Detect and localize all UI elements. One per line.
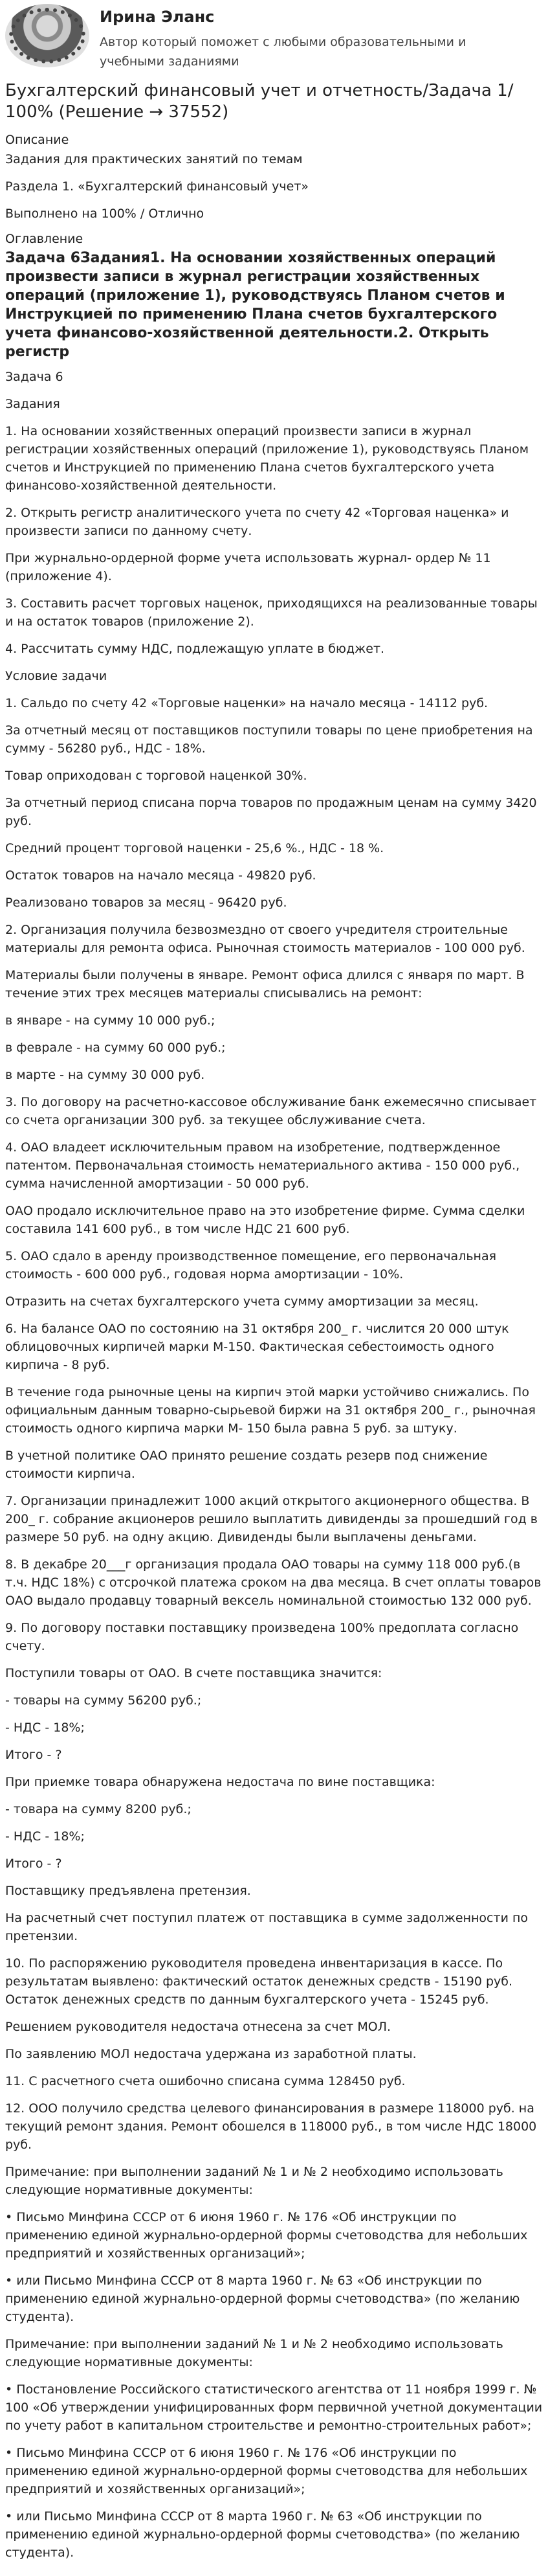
avatar[interactable] — [5, 4, 89, 67]
task-paragraph: Поступили товары от ОАО. В счете поставщика значится: — [5, 1666, 382, 1680]
task-paragraph: Задания — [5, 397, 60, 411]
description-label: Описание — [5, 133, 69, 147]
task-paragraph: 5. ОАО сдало в аренду производственное помещение, его первоначальная стоимость - 600 000 руб., годовая норма амортизации - 10%. — [5, 1249, 497, 1282]
task-paragraph: в январе - на сумму 10 000 руб.; — [5, 1013, 215, 1028]
task-paragraph: За отчетный период списана порча товаров по продажным ценам на сумму 3420 руб. — [5, 796, 537, 828]
task-paragraph: ОАО продало исключительное право на это изобретение фирме. Сумма сделки составила 141 600 руб., в том числе НДС 21 600 руб. — [5, 1204, 525, 1236]
task-paragraph: Поставщику предъявлена претензия. — [5, 1884, 251, 1898]
task-paragraph: Итого - ? — [5, 1857, 62, 1871]
task-paragraph: в феврале - на сумму 60 000 руб.; — [5, 1041, 226, 1055]
task-paragraph: 1. Сальдо по счету 42 «Торговые наценки» на начало месяца - 14112 руб. — [5, 696, 488, 710]
task-paragraph: 10. По распоряжению руководителя проведена инвентаризация в кассе. По результатам выявлено: фактический остаток денежных средств - 15190 руб. Остаток денежных средств по данным бухгалтерского учета - 15245 руб. — [5, 1956, 513, 2007]
task-paragraph: • Письмо Минфина СССР от 6 июня 1960 г. № 176 «Об инструкции по применению единой журнально-ордерной формы счетоводства для небольших предприятий и хозяйственных организаций»; — [5, 2446, 528, 2496]
task-paragraph: При приемке товара обнаружена недостача по вине поставщика: — [5, 1775, 435, 1789]
author-info — [100, 4, 488, 71]
author-card — [5, 0, 543, 78]
task-paragraph: 12. ООО получило средства целевого финансирования в размере 118000 руб. на текущий ремонт здания. Ремонт обошелся в 118000 руб., в том числе НДС 18000 руб. — [5, 2101, 537, 2152]
description-block — [5, 150, 543, 223]
task-paragraph: За отчетный месяц от поставщиков поступили товары по цене приобретения на сумму - 56280 руб., НДС - 18%. — [5, 723, 533, 756]
task-paragraph: 2. Организация получила безвозмездно от своего учредителя строительные материалы для ремонта офиса. Рыночная стоимость материалов - 100 000 руб. — [5, 923, 525, 955]
task-paragraph: 6. На балансе ОАО по состоянию на 31 октября 200_ г. числится 20 000 штук облицовочных кирпичей марки М-150. Фактическая себестоимость одного кирпича - 8 руб. — [5, 1322, 509, 1372]
task-paragraph: Средний процент торговой наценки - 25,6 %., НДС - 18 %. — [5, 841, 384, 855]
lead-text: Задача 6Задания1. На основании хозяйственных операций произвести записи в журнал регистрации хозяйственных операций (приложение 1), руководствуясь Планом счетов и Инструкцией по применению Плана счетов бухгалтерского учета финансово-хозяйственной деятельности.2. Открыть регистр — [5, 250, 505, 360]
task-paragraph: - товара на сумму 8200 руб.; — [5, 1802, 192, 1816]
task-paragraph: Остаток товаров на начало месяца - 49820 руб. — [5, 868, 316, 883]
task-paragraph: - НДС - 18%; — [5, 1829, 85, 1844]
task-paragraph: Примечание: при выполнении заданий № 1 и № 2 необходимо использовать следующие нормативные документы: — [5, 2337, 503, 2369]
description-line: Раздела 1. «Бухгалтерский финансовый учет» — [5, 179, 309, 194]
page-title: Бухгалтерский финансовый учет и отчетность/Задача 1/ 100% (Решение → 37552) — [5, 81, 514, 122]
task-paragraph: 11. С расчетного счета ошибочно списана сумма 128450 руб. — [5, 2074, 406, 2088]
task-paragraph: 8. В декабре 20___г организация продала ОАО товары на сумму 118 000 руб.(в т.ч. НДС 18%) с отсрочкой платежа сроком на два месяца. В счет оплаты товаров ОАО выдало продавцу товарный вексель номинальной стоимостью 132 000 руб. — [5, 1557, 542, 1608]
task-paragraph: По заявлению МОЛ недостача удержана из заработной платы. — [5, 2047, 417, 2061]
task-paragraph: Реализовано товаров за месяц - 96420 руб. — [5, 896, 287, 910]
task-paragraph: 9. По договору поставки поставщику произведена 100% предоплата согласно счету. — [5, 1621, 519, 1653]
task-paragraph: 2. Открыть регистр аналитического учета по счету 42 «Торговая наценка» и произвести записи по данному счету. — [5, 506, 509, 538]
task-paragraph: В учетной политике ОАО принято решение создать резерв под снижение стоимости кирпича. — [5, 1449, 488, 1481]
task-paragraph: В течение года рыночные цены на кирпич этой марки устойчиво снижались. По официальным данным товарно-сырьевой биржи на 31 октября 200_ г., рыночная стоимость одного кирпича марки М- 150 была равна 5 руб. за штуку. — [5, 1385, 536, 1436]
task-paragraph: 3. По договору на расчетно-кассовое обслуживание банк ежемесячно списывает со счета организации 300 руб. за текущее обслуживание счета. — [5, 1095, 537, 1127]
task-paragraph: Решением руководителя недостача отнесена за счет МОЛ. — [5, 2020, 391, 2034]
task-paragraph: Примечание: при выполнении заданий № 1 и № 2 необходимо использовать следующие нормативные документы: — [5, 2165, 503, 2197]
description-line: Задания для практических занятий по темам — [5, 152, 303, 166]
task-paragraph: - НДС - 18%; — [5, 1721, 85, 1735]
task-paragraph: Условие задачи — [5, 669, 107, 683]
toc-label: Оглавление — [5, 232, 83, 246]
task-body — [5, 368, 543, 2562]
description-line: Выполнено на 100% / Отлично — [5, 207, 204, 221]
task-paragraph: Товар оприходован с торговой наценкой 30%. — [5, 769, 307, 783]
task-paragraph: • Постановление Российского статистического агентства от 11 ноября 1999 г. № 100 «Об утверждении унифицированных форм первичной учетной документации по учету работ в капитальном строительстве и ремонтно-строительных работ»; — [5, 2382, 543, 2433]
task-paragraph: 7. Организации принадлежит 1000 акций открытого акционерного общества. В 200_ г. собрание акционеров решило выплатить дивиденды за прошедший год в размере 50 руб. на одну акцию. Дивиденды были выплачены деньгами. — [5, 1494, 538, 1544]
task-paragraph: 1. На основании хозяйственных операций произвести записи в журнал регистрации хозяйственных операций (приложение 1), руководствуясь Планом счетов и Инструкцией по применению Плана счетов бухгалтерского учета финансово-хозяйственной деятельности. — [5, 424, 529, 493]
task-paragraph: Материалы были получены в январе. Ремонт офиса длился с января по март. В течение этих трех месяцев материалы списывались на ремонт: — [5, 968, 525, 1000]
task-paragraph: Задача 6 — [5, 370, 63, 384]
task-paragraph: • или Письмо Минфина СССР от 8 марта 1960 г. № 63 «Об инструкции по применению единой журнально-ордерной формы счетоводства» (по желанию студента). — [5, 2274, 520, 2324]
task-paragraph: Отразить на счетах бухгалтерского учета сумму амортизации за месяц. — [5, 1294, 479, 1309]
task-paragraph: 4. Рассчитать сумму НДС, подлежащую уплате в бюджет. — [5, 642, 385, 656]
task-paragraph: • или Письмо Минфина СССР от 8 марта 1960 г. № 63 «Об инструкции по применению единой журнально-ордерной формы счетоводства» (по желанию студента). — [5, 2509, 520, 2560]
task-paragraph: Итого - ? — [5, 1748, 62, 1762]
author-description: Автор который поможет с любыми образовательными и учебными заданиями — [100, 35, 466, 69]
task-paragraph: • Письмо Минфина СССР от 6 июня 1960 г. № 176 «Об инструкции по применению единой журнально-ордерной формы счетоводства для небольших предприятий и хозяйственных организаций»; — [5, 2210, 528, 2261]
author-name[interactable]: Ирина Эланс — [100, 8, 215, 26]
task-paragraph: При журнально-ордерной форме учета использовать журнал- ордер № 11 (приложение 4). — [5, 551, 491, 583]
task-paragraph: 3. Составить расчет торговых наценок, приходящихся на реализованные товары и на остаток товаров (приложение 2). — [5, 596, 538, 629]
task-paragraph: - товары на сумму 56200 руб.; — [5, 1693, 202, 1708]
task-paragraph: в марте - на сумму 30 000 руб. — [5, 1068, 205, 1082]
task-paragraph: На расчетный счет поступил платеж от поставщика в сумме задолженности по претензии. — [5, 1911, 529, 1943]
task-paragraph: 4. ОАО владеет исключительным правом на изобретение, подтвержденное патентом. Первоначальная стоимость нематериального актива - 150 000 руб., сумма начисленной амортизации - 50 000 руб. — [5, 1140, 520, 1191]
